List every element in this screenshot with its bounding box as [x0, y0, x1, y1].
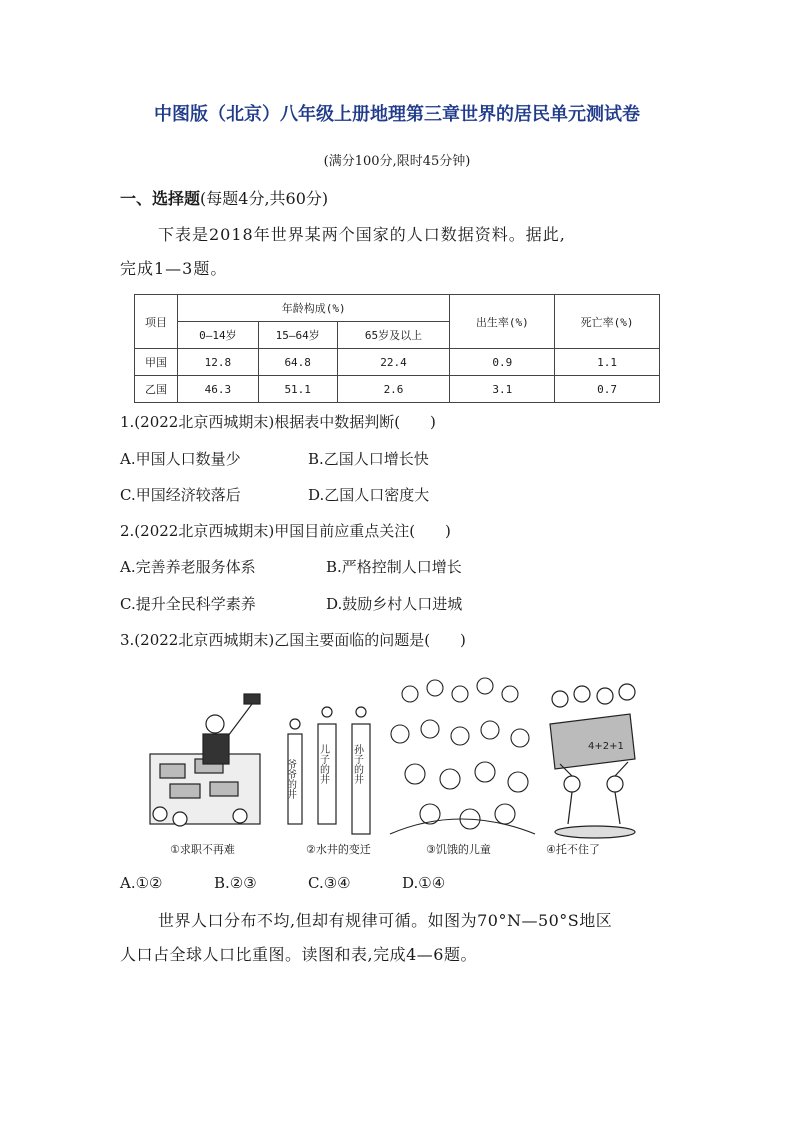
well-label: 孙子的井 — [351, 744, 363, 784]
table-cell: 0.7 — [555, 376, 660, 403]
q1-option-b[interactable]: B.乙国人口增长快 — [308, 450, 429, 468]
section-note: (每题4分,共60分) — [200, 189, 329, 208]
page-title: 中图版（北京）八年级上册地理第三章世界的居民单元测试卷 — [154, 104, 640, 125]
exam-info: (满分100分,限时45分钟) — [323, 154, 471, 169]
table-cell: 46.3 — [177, 376, 258, 403]
cartoon-panel-hungry-children — [390, 678, 535, 834]
table-cell: 2.6 — [337, 376, 450, 403]
table-cell: 乙国 — [135, 376, 178, 403]
table-cell: 0.9 — [450, 349, 555, 376]
table-cell: 22.4 — [337, 349, 450, 376]
cartoon-panel-cant-hold — [550, 684, 635, 838]
well-label: 爷爷的井 — [284, 759, 296, 799]
table-row — [135, 349, 660, 376]
table-cell: 3.1 — [450, 376, 555, 403]
q2-option-b[interactable]: B.严格控制人口增长 — [326, 558, 462, 576]
intro1-line1: 下表是2018年世界某两个国家的人口数据资料。据此, — [158, 225, 566, 244]
q1-options-row2 — [120, 484, 429, 505]
q3-stem: 3.(2022北京西城期末)乙国主要面临的问题是( ) — [120, 631, 466, 649]
table-row — [135, 376, 660, 403]
q2-options-row2 — [120, 593, 462, 614]
table-header-age: 年龄构成(%) — [177, 295, 449, 322]
q2-option-a[interactable]: A.完善养老服务体系 — [120, 558, 256, 576]
table-cell: 51.1 — [258, 376, 337, 403]
table-cell: 12.8 — [177, 349, 258, 376]
intro2-line1: 世界人口分布不均,但却有规律可循。如图为70°N—50°S地区 — [158, 911, 613, 930]
intro2-line2: 人口占全球人口比重图。读图和表,完成4—6题。 — [120, 945, 477, 964]
intro-paragraph-2 — [120, 904, 700, 972]
cartoon-panel-wells — [285, 707, 371, 834]
intro-paragraph-1 — [120, 218, 680, 286]
q1-option-c[interactable]: C.甲国经济较落后 — [120, 486, 241, 504]
caption-2: ②水井的变迁 — [306, 843, 371, 856]
q3-option-a[interactable]: A.①② — [120, 874, 163, 892]
q1-option-d[interactable]: D.乙国人口密度大 — [308, 486, 430, 504]
table-header-item: 项目 — [135, 295, 178, 349]
population-cartoon-figure — [140, 664, 640, 844]
q3-option-b[interactable]: B.②③ — [214, 874, 257, 892]
q1-options-row1 — [120, 448, 429, 469]
table-cell: 1.1 — [555, 349, 660, 376]
table-cell: 甲国 — [135, 349, 178, 376]
table-header-age-col: 0—14岁 — [177, 322, 258, 349]
q3-options-row — [120, 874, 445, 892]
caption-1: ①求职不再难 — [170, 843, 235, 856]
caption-3: ③饥饿的儿童 — [426, 843, 491, 856]
q3-option-c[interactable]: C.③④ — [308, 874, 351, 892]
q2-stem: 2.(2022北京西城期末)甲国目前应重点关注( ) — [120, 522, 451, 540]
section-heading — [120, 186, 328, 209]
well-label: 儿子的井 — [317, 744, 329, 784]
q3-option-d[interactable]: D.①④ — [402, 874, 446, 892]
sign-text: 4+2+1 — [588, 741, 624, 752]
table-header-age-col: 15—64岁 — [258, 322, 337, 349]
q2-option-c[interactable]: C.提升全民科学素养 — [120, 595, 256, 613]
cartoon-panel-job-seeking — [150, 694, 260, 826]
section-label: 一、选择题 — [120, 189, 201, 208]
population-table — [134, 294, 660, 403]
table-cell: 64.8 — [258, 349, 337, 376]
table-header-death: 死亡率(%) — [555, 295, 660, 349]
q2-options-row1 — [120, 556, 462, 577]
q1-option-a[interactable]: A.甲国人口数量少 — [120, 450, 241, 468]
caption-4: ④托不住了 — [546, 843, 600, 856]
table-header-age-col: 65岁及以上 — [337, 322, 450, 349]
q1-stem: 1.(2022北京西城期末)根据表中数据判断( ) — [120, 413, 436, 431]
q2-option-d[interactable]: D.鼓励乡村人口进城 — [326, 595, 463, 613]
intro1-line2: 完成1—3题。 — [120, 259, 228, 278]
table-header-birth: 出生率(%) — [450, 295, 555, 349]
